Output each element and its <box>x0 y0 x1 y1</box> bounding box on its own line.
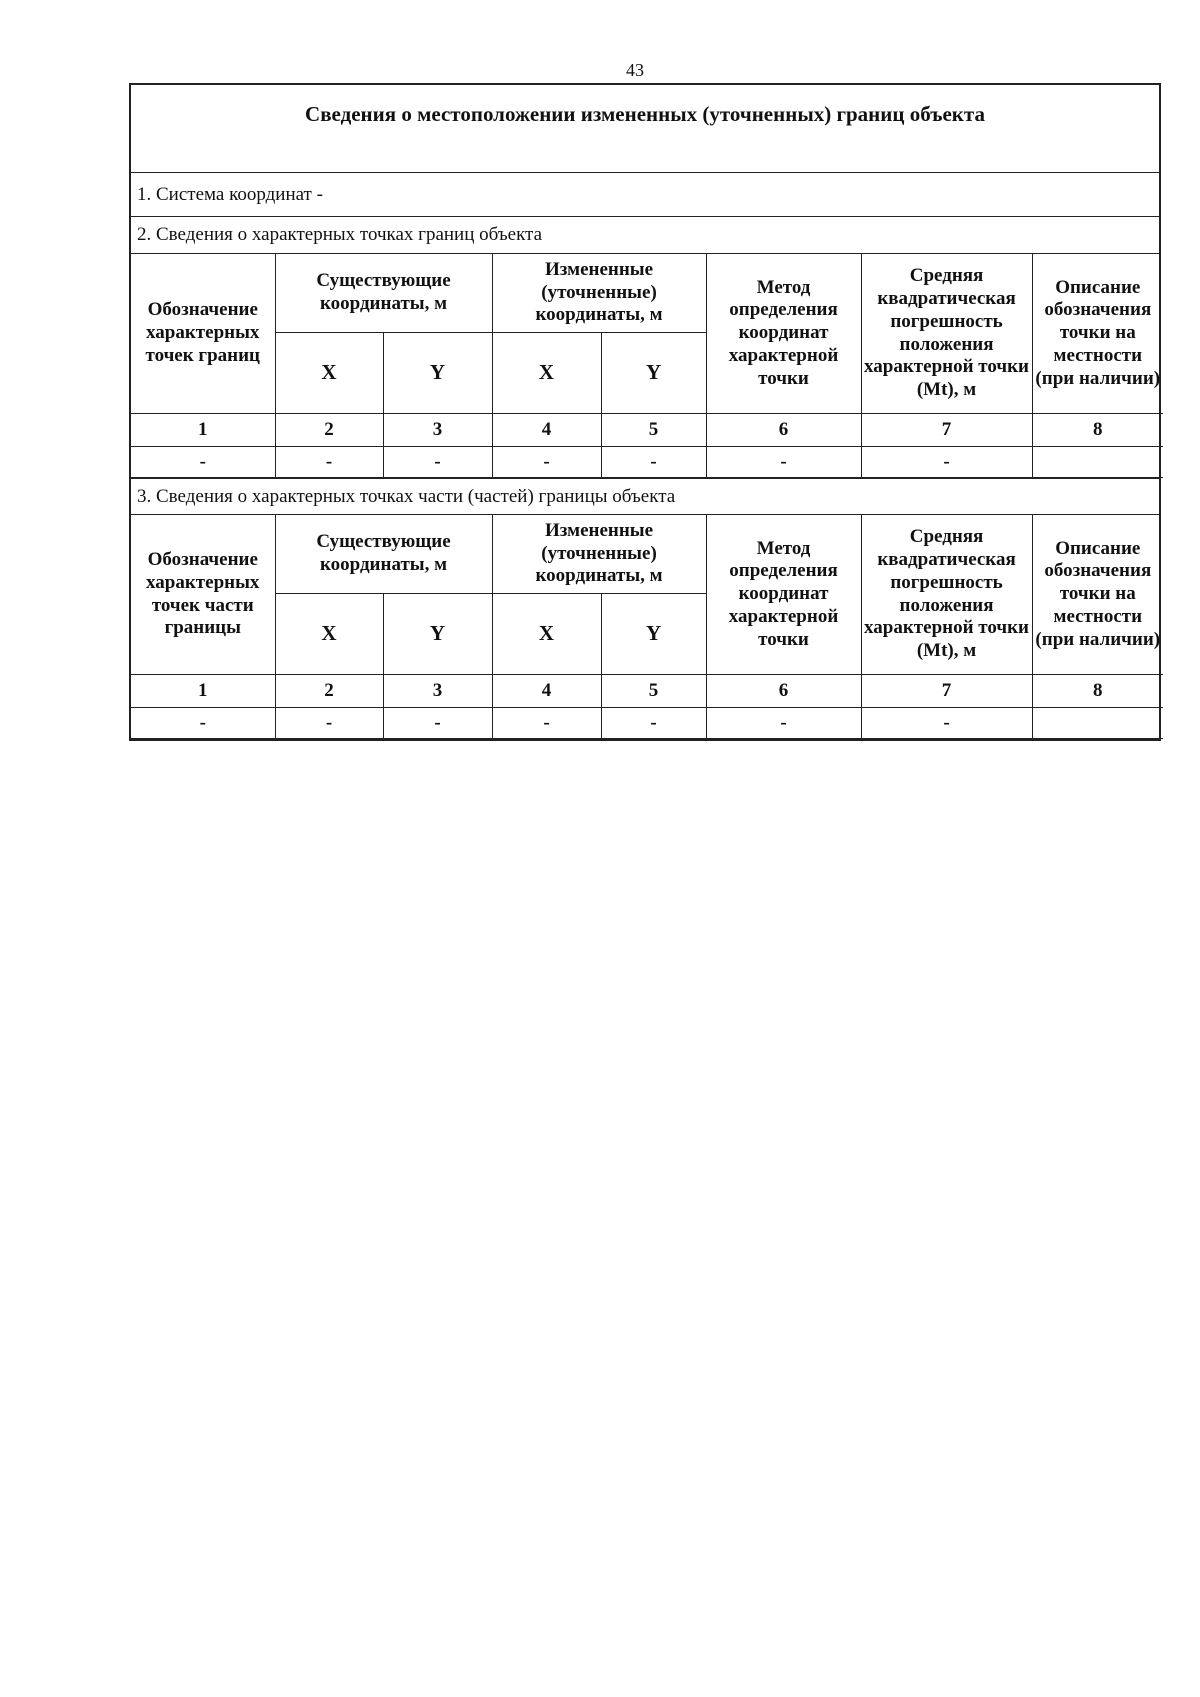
table-cell: - <box>601 708 706 739</box>
column-number: 6 <box>706 675 861 708</box>
header-existing-coordinates: Существующие координаты, м <box>275 254 492 333</box>
table-cell: - <box>275 708 383 739</box>
table-row <box>131 708 1163 739</box>
column-number: 8 <box>1032 414 1163 447</box>
column-number: 2 <box>275 414 383 447</box>
table-cell: - <box>275 447 383 478</box>
header-method: Метод определения координат характерной точки <box>706 254 861 414</box>
header-changed-coordinates: Измененные (уточненные) координаты, м <box>492 254 706 333</box>
document-title: Сведения о местоположении измененных (уточненных) границ объекта <box>131 85 1159 173</box>
column-number-row <box>131 675 1163 708</box>
column-number: 4 <box>492 414 601 447</box>
header-existing-coordinates: Существующие координаты, м <box>275 515 492 594</box>
header-description: Описание обозначения точки на местности (при наличии) <box>1032 254 1163 414</box>
table-cell: - <box>861 447 1032 478</box>
header-designation: Обозначение характерных точек части границы <box>131 515 275 675</box>
table-cell: - <box>706 708 861 739</box>
header-changed-y: Y <box>601 594 706 675</box>
header-mean-error: Средняя квадратическая погрешность положения характерной точки (Mt), м <box>861 515 1032 675</box>
column-number: 7 <box>861 414 1032 447</box>
header-mean-error: Средняя квадратическая погрешность положения характерной точки (Mt), м <box>861 254 1032 414</box>
header-changed-y: Y <box>601 333 706 414</box>
column-number: 6 <box>706 414 861 447</box>
header-existing-x: X <box>275 594 383 675</box>
header-existing-y: Y <box>383 594 492 675</box>
table-cell: - <box>383 447 492 478</box>
table-cell: - <box>383 708 492 739</box>
column-number: 4 <box>492 675 601 708</box>
column-number: 8 <box>1032 675 1163 708</box>
table-cell: - <box>601 447 706 478</box>
table-cell: - <box>492 708 601 739</box>
table-cell <box>1032 708 1163 739</box>
header-description: Описание обозначения точки на местности (при наличии) <box>1032 515 1163 675</box>
coordinate-system-row: 1. Система координат - <box>131 173 1159 217</box>
table-cell: - <box>131 447 275 478</box>
section3-table <box>131 515 1163 739</box>
header-changed-coordinates: Измененные (уточненные) координаты, м <box>492 515 706 594</box>
header-changed-x: X <box>492 333 601 414</box>
table-cell: - <box>492 447 601 478</box>
header-existing-x: X <box>275 333 383 414</box>
table-row <box>131 447 1163 478</box>
column-number: 1 <box>131 414 275 447</box>
column-number: 3 <box>383 414 492 447</box>
header-designation: Обозначение характерных точек границ <box>131 254 275 414</box>
header-existing-y: Y <box>383 333 492 414</box>
column-number: 3 <box>383 675 492 708</box>
table-cell <box>1032 447 1163 478</box>
column-number: 7 <box>861 675 1032 708</box>
column-number: 2 <box>275 675 383 708</box>
column-number-row <box>131 414 1163 447</box>
column-number: 5 <box>601 675 706 708</box>
section3-title: 3. Сведения о характерных точках части (частей) границы объекта <box>131 478 1159 515</box>
column-number: 1 <box>131 675 275 708</box>
page-number: 43 <box>626 60 644 80</box>
section2-title: 2. Сведения о характерных точках границ объекта <box>131 217 1159 254</box>
boundary-info-frame <box>129 83 1161 741</box>
section2-table <box>131 254 1163 478</box>
header-changed-x: X <box>492 594 601 675</box>
table-cell: - <box>706 447 861 478</box>
table-cell: - <box>131 708 275 739</box>
table-cell: - <box>861 708 1032 739</box>
header-method: Метод определения координат характерной точки <box>706 515 861 675</box>
column-number: 5 <box>601 414 706 447</box>
